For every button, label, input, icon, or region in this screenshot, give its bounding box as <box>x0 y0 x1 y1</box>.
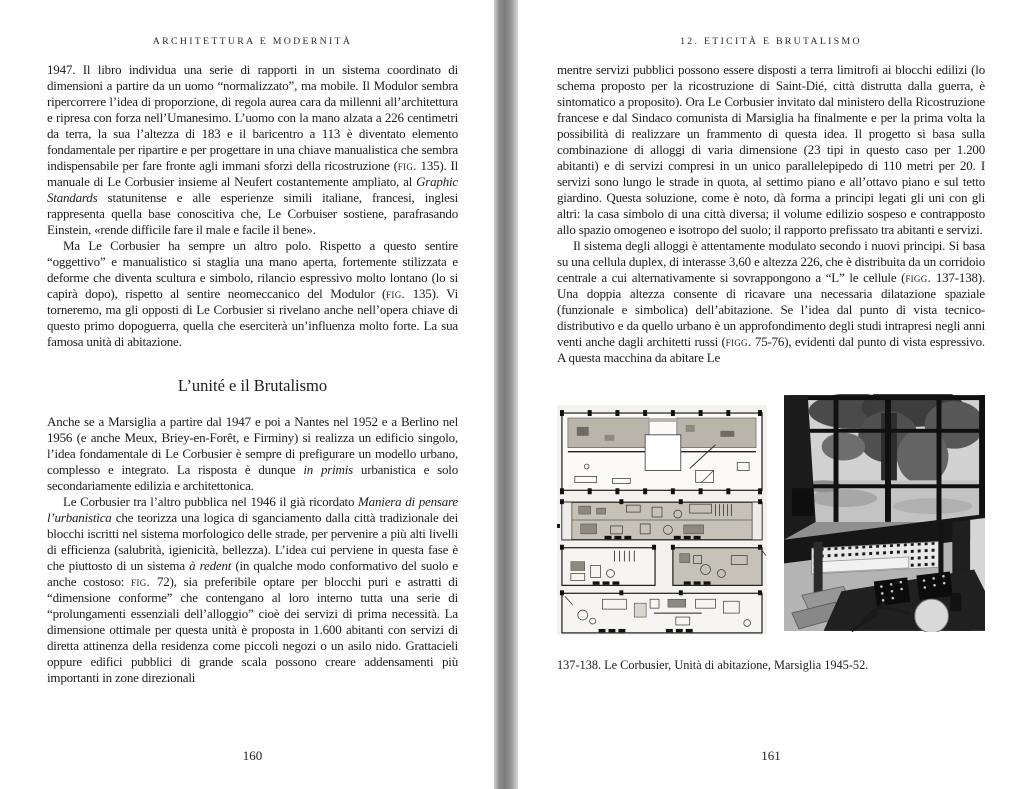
section-heading: L’unité e il Brutalismo <box>177 376 328 395</box>
upper-plan <box>560 499 762 540</box>
figure-caption: 137-138. Le Corbusier, Unità di abitazione, Marsiglia 1945-52. <box>557 658 869 672</box>
book-gutter-shadow <box>494 0 518 789</box>
section-drawing <box>560 410 762 494</box>
right-running-head: 12. ETICITÀ E BRUTALISMO <box>680 36 862 47</box>
figure-row <box>557 394 985 636</box>
paragraph: 1947. Il libro individua una serie di rapporti in un sistema coordinato di dimensioni a partire da un uomo “normalizzato”, ma mobile. Il Modulor sembra ripercorrere l’idea di proporzione, di regola aurea cara da millenni all’architettura e ripresa con forza nell’Umanesimo. L’uomo con la mano alzata a 226 centimetri da terra, la sua l’altezza di 183 e il baricentro a 113 è diventato elemento fondamentale per ripartire e per progettare in una chiave manualistica che sembra indispensabile per fare fronte agli immani sforzi della ricostruzione (fig. 135). Il manuale di Le Corbusier insieme al Neufert costantemente ampliato, al Graphic Standards statunitense e alle esperienze simili italiane, francesi, inglesi rappresenta quella base conoscitiva che, Le Corbuiser sostiene, parafrasando Einstein, «rende difficile fare il male e facile il bene». <box>47 62 458 237</box>
floor-plans-image <box>557 404 767 636</box>
paragraph: mentre servizi pubblici possono essere disposti a terra limitrofi ai blocchi edilizi (lo schema proposto per la ricostruzione di Saint-Dié, città distrutta dalla guerra, è sintomatico a proposito). Ora Le Corbusier invitato dal ministero della Ricostruzione francese e dal Sindaco comunista di Marsiglia ha finalmente e per la prima volta la possibilità di realizzare un frammento di questa idea. Il progetto si basa sulla combinazione di alloggi di varia dimensione (23 tipi in questo caso per 1.200 abitanti) e di servizi compresi in un unico parallelepipedo di 110 metri per 20. I servizi sono lungo le strade in quota, al settimo piano e all’ottavo piano e sul tetto giardino. Questa soluzione, come è noto, dà forma a principi legati gli uni con gli altri: la casa simbolo di una città diversa; il volume edilizio sospeso e contrapposto allo spazio omogeneo e isotropo del suolo; il rapporto prefissato tra abitanti e servizi. <box>557 62 985 237</box>
left-page-number: 160 <box>242 748 263 763</box>
paragraph: Il sistema degli alloggi è attentamente modulato secondo i nuovi principi. Si basa su una cellula duplex, di interasse 3,60 e altezza 226, che è distribuita da un corridoio centrale a cui alternativamente si sovrappongono a “L” le cellule (figg. 137-138). Una doppia altezza consente di ricavare una necessaria dilatazione spaziale (funzionale e simbolica) dell’abitazione. Se l’idea dal punto di vista tecnico-distributivo e da quello urbano è un approfondimento degli studi intrapresi negli anni venti anche dagli architetti russi (figg. 75-76), evidenti dal punto di vista espressivo. A questa macchina da abitare Le <box>557 238 985 365</box>
lower-plan <box>560 590 762 633</box>
right-body-text <box>557 62 985 366</box>
left-running-head: ARCHITETTURA E MODERNITÀ <box>152 36 353 47</box>
paragraph: Ma Le Corbusier ha sempre un altro polo. Rispetto a questo sentire “oggettivo” e manualistico si staglia una mano aperta, fortemente stilizzata e deforme che diventa scultura e simbolo, rilancio espressivo molto lontano (lo si capirà dopo), rispetto al sentire neomeccanico del Modulor (fig. 135). Vi torneremo, ma gli opposti di Le Corbusier si rivelano anche nell’opera chiave di questo primo dopoguerra, quella che eserciterà un’influenza molto forte. La sua famosa unità di abitazione. <box>47 238 458 349</box>
right-page <box>557 0 985 673</box>
paragraph: Anche se a Marsiglia a partire dal 1947 e poi a Nantes nel 1952 e a Berlino nel 1956 (e anche Meux, Briey-en-Forêt, e Firminy) si realizza un edificio singolo, l’idea fondamentale di Le Corbusier è sempre di prefigurare un modello urbano, complesso e integrato. La risposta è dunque in primis urbanistica e solo secondariamente edilizia e architettonica. <box>47 414 459 493</box>
interior-photo-image <box>784 394 985 632</box>
right-page-number: 161 <box>761 748 781 763</box>
left-page <box>47 0 458 686</box>
paragraph: Le Corbusier tra l’altro pubblica nel 1946 il già ricordato Maniera di pensare l’urbanistica che teorizza una logica di sganciamento dalla città tradizionale dei blocchi iscritti nel sistema morfologico delle strade, per pervenire a più alti livelli di efficienza (salubrità, igienicità, bellezza). L’idea cui perviene in questa fase è che piuttosto di un sistema à redent (in qualche modo conformativo del suolo e anche costoso: fig. 72), sia preferibile optare per blocchi puri e astratti di “dimensione conforme” che contengano al loro interno tutta una serie di “prolungamenti essenziali dell’alloggio” cioè dei servizi di prima necessità. La dimensione ottimale per questa unità è proposta in 1.600 abitanti con servizi di diretta attinenza della residenza come piccoli negozi o un asilo nido. Grattacieli oppure edifici pubblici di grande scala possono creare addensamenti più importanti in zone direzionali <box>47 494 458 685</box>
left-body-text <box>47 62 458 686</box>
